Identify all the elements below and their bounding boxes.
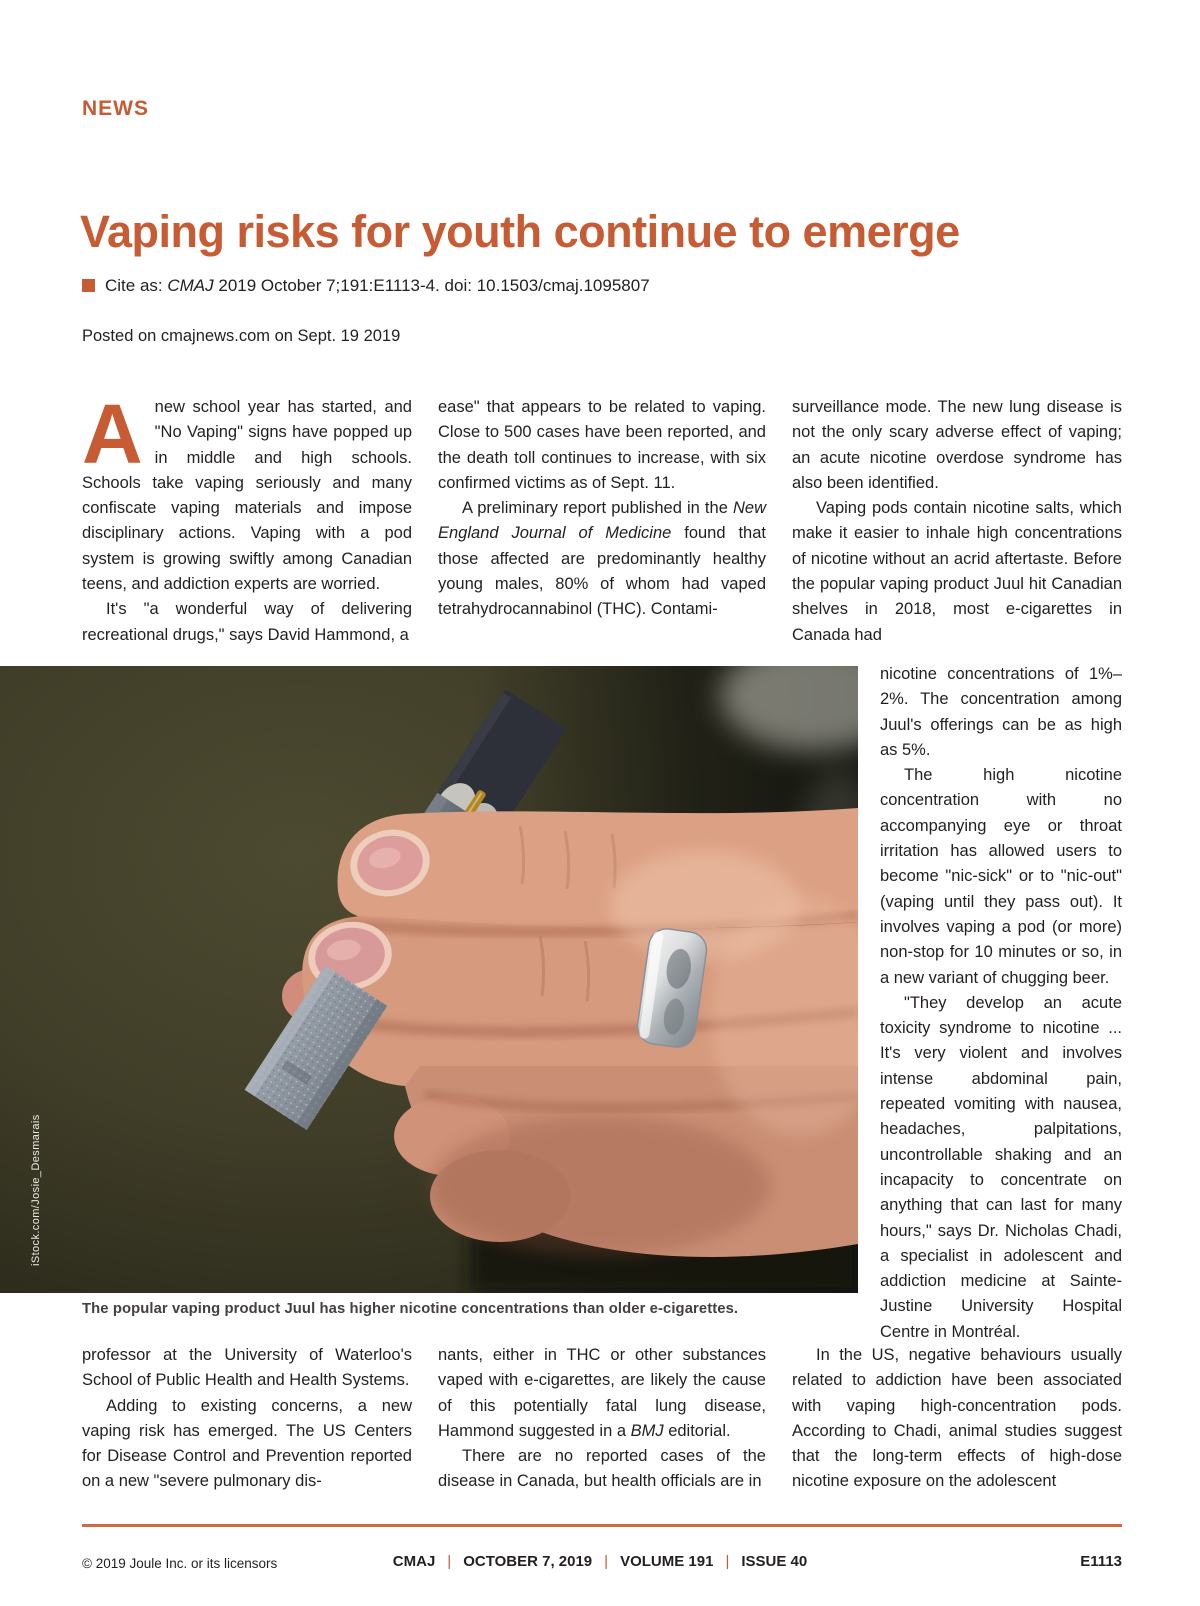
paragraph: It's "a wonderful way of delivering recreational drugs," says David Hammond, a [82, 600, 412, 644]
cite-prefix: Cite as: [105, 276, 168, 295]
column-2-bottom [438, 1343, 766, 1495]
paragraph: ease" that appears to be related to vaping. Close to 500 cases have been reported, and the death toll continues to increase, with six confirmed victims as of Sept. 11. [438, 398, 766, 492]
footer-date: OCTOBER 7, 2019 [463, 1553, 593, 1570]
footer-journal-name: CMAJ [392, 1553, 436, 1570]
paragraph-text: nants, either in THC or other substances vaped with e-cigarettes, are likely the cause of this potentially fatal lung disease, Hammond suggested in a [438, 1346, 766, 1440]
photo-credit: iStock.com/Josie_Desmarais [30, 1114, 42, 1266]
drop-cap: A [82, 387, 143, 481]
journal-name-italic: New England Journal of Medicine [438, 499, 766, 543]
citation-line [82, 276, 650, 296]
paragraph [438, 496, 766, 622]
paragraph-text: editorial. [663, 1421, 731, 1440]
footer-separator: | [604, 1553, 609, 1570]
paragraph [82, 387, 412, 597]
section-kicker: NEWS [82, 97, 149, 120]
footer-rule [82, 1524, 1122, 1527]
column-1-bottom [82, 1343, 412, 1495]
paragraph-text: new school year has started, and "No Vaping" signs have popped up in middle and high schools. Schools take vaping seriously and many confiscate vaping materials and impose disciplinary actions. Vaping with a pod system is growing swiftly among Canadian teens, and addiction experts are worried. [82, 398, 412, 594]
photo-caption: The popular vaping product Juul has higher nicotine concentrations than older e-cigarettes. [82, 1301, 739, 1317]
paragraph: professor at the University of Waterloo's School of Public Health and Health Systems. [82, 1346, 412, 1390]
cite-rest: 2019 October 7;191:E1113-4. doi: 10.1503/cmaj.1095807 [213, 276, 650, 295]
posted-line: Posted on cmajnews.com on Sept. 19 2019 [82, 327, 401, 345]
footer-journal-line [393, 1553, 807, 1570]
footer-volume: VOLUME 191 [620, 1553, 714, 1570]
footer-issue: ISSUE 40 [741, 1553, 808, 1570]
footer-separator: | [725, 1553, 730, 1570]
paragraph-text: A preliminary report published in the [462, 499, 733, 518]
paragraph: There are no reported cases of the disease in Canada, but health officials are in [438, 1447, 766, 1491]
citation-square-bullet [82, 279, 95, 292]
paragraph: Adding to existing concerns, a new vaping risk has emerged. The US Centers for Disease Control and Prevention reported on a new "severe pulmonary dis- [82, 1396, 412, 1491]
paragraph: surveillance mode. The new lung disease is not the only scary adverse effect of vaping; an acute nicotine overdose syndrome has also been identified. [792, 398, 1122, 492]
paragraph: nicotine concentrations of 1%–2%. The concentration among Juul's offerings can be as high as 5%. [880, 665, 1122, 759]
column-3-bottom [792, 1343, 1122, 1495]
paragraph-text: found that those affected are predominantly healthy young males, 80% of whom had vaped tetrahydrocannabinol (THC). Contami- [438, 524, 766, 619]
column-3-top [792, 395, 1122, 648]
article-photo [0, 666, 858, 1293]
article-title: Vaping risks for youth continue to emerge [80, 206, 960, 258]
paragraph: "They develop an acute toxicity syndrome to nicotine ... It's very violent and involves intense abdominal pain, repeated vomiting with nausea, headaches, palpitations, uncontrollable shaking and an incapacity to concentrate on anything that can last for many hours," says Dr. Nicholas Chadi, a specialist in adolescent and addiction medicine at Sainte-Justine University Hospital Centre in Montréal. [880, 993, 1122, 1341]
footer-separator: | [447, 1553, 452, 1570]
column-3-narrow [880, 662, 1122, 1346]
column-2-top [438, 395, 766, 623]
paragraph: The high nicotine concentration with no accompanying eye or throat irritation has allowed users to become "nic-sick" or to "nic-out" (vaping until they pass out). It involves vaping a pod (or more) non-stop for 10 minutes or so, in a new variant of chugging beer. [880, 766, 1122, 987]
paragraph: Vaping pods contain nicotine salts, which make it easier to inhale high concentrations of nicotine without an acrid aftertaste. Before the popular vaping product Juul hit Canadian shelves in 2018, most e-cigarettes in Canada had [792, 499, 1122, 644]
footer-page-number: E1113 [1080, 1553, 1122, 1570]
paragraph: In the US, negative behaviours usually related to addiction have been associated with vaping high-concentration pods. According to Chadi, animal studies suggest that the long-term effects of high-dose nicotine exposure on the adolescent [792, 1346, 1122, 1491]
column-1-top [82, 387, 412, 648]
footer-copyright: © 2019 Joule Inc. or its licensors [82, 1556, 278, 1571]
journal-name-italic: BMJ [630, 1421, 664, 1440]
paragraph [438, 1343, 766, 1444]
cite-journal: CMAJ [167, 276, 214, 295]
